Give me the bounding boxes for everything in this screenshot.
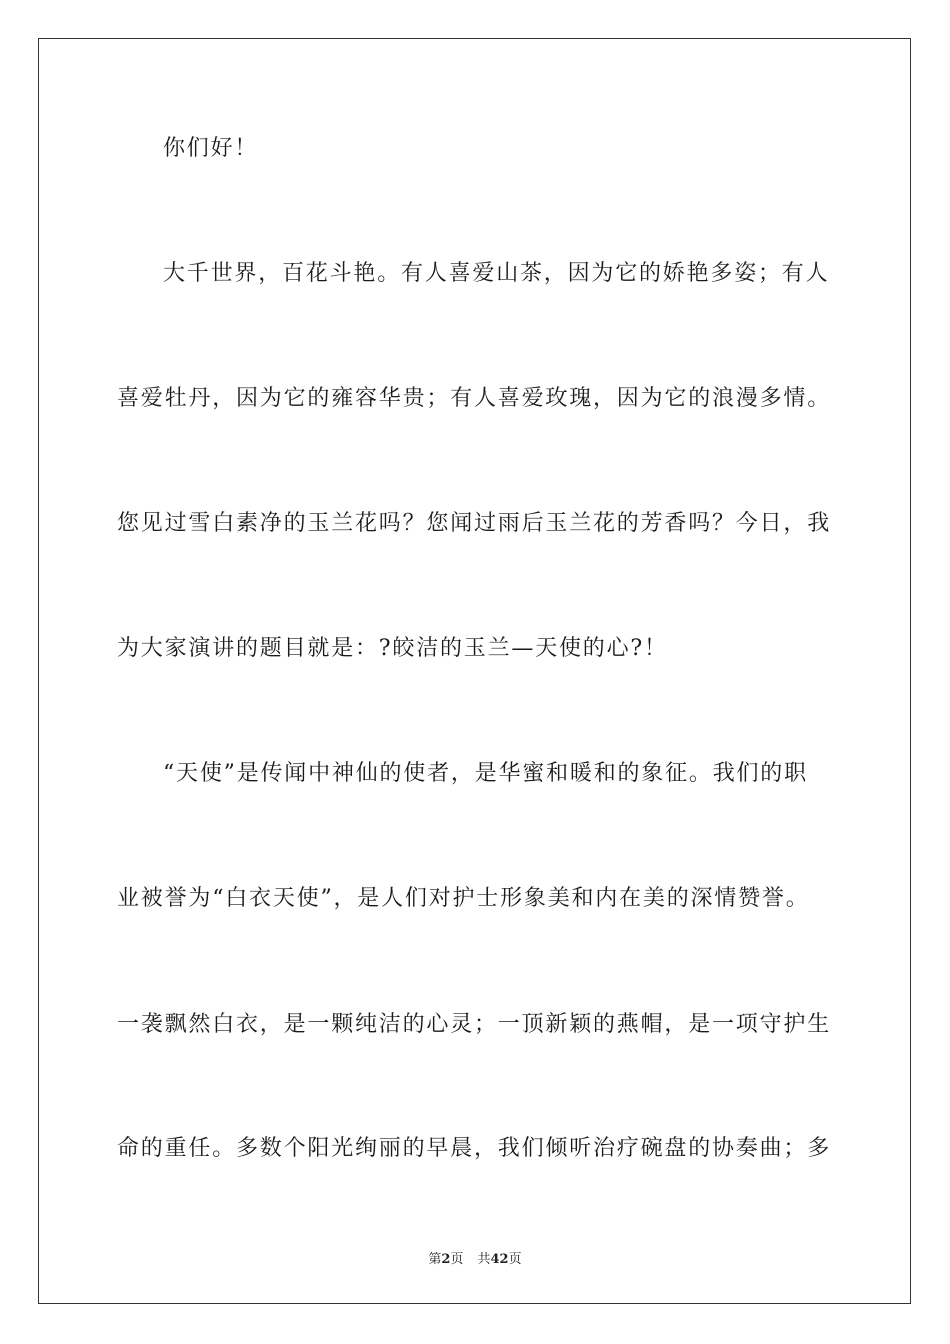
total-suffix: 页 (508, 1252, 522, 1267)
text-line: 您见过雪白素净的玉兰花吗？您闻过雨后玉兰花的芳香吗？今日，我 (117, 511, 832, 536)
page-border (38, 38, 911, 1304)
text-line-greeting: 你们好！ (163, 136, 259, 161)
page-prefix: 第 (428, 1252, 442, 1267)
text-line: 喜爱牡丹，因为它的雍容华贵；有人喜爱玫瑰，因为它的浪漫多情。 (117, 386, 832, 411)
page-footer (0, 1248, 950, 1267)
total-pages: 42 (490, 1252, 509, 1267)
text-line: 业被誉为“白衣天使”，是人们对护士形象美和内在美的深情赞誉。 (117, 886, 810, 911)
text-line: 大千世界，百花斗艳。有人喜爱山茶，因为它的娇艳多姿；有人 (163, 261, 830, 286)
text-line: 为大家演讲的题目就是：?皎洁的玉兰—天使的心?！ (117, 636, 668, 661)
page-suffix: 页 (450, 1252, 464, 1267)
page-number: 2 (441, 1252, 451, 1267)
text-line: 命的重任。多数个阳光绚丽的早晨，我们倾听治疗碗盘的协奏曲；多 (117, 1136, 832, 1161)
text-line: “天使”是传闻中神仙的使者，是华蜜和暖和的象征。我们的职 (163, 761, 808, 786)
text-line: 一袭飘然白衣，是一颗纯洁的心灵；一顶新颖的燕帽，是一项守护生 (117, 1012, 832, 1037)
total-prefix: 共 (477, 1252, 491, 1267)
